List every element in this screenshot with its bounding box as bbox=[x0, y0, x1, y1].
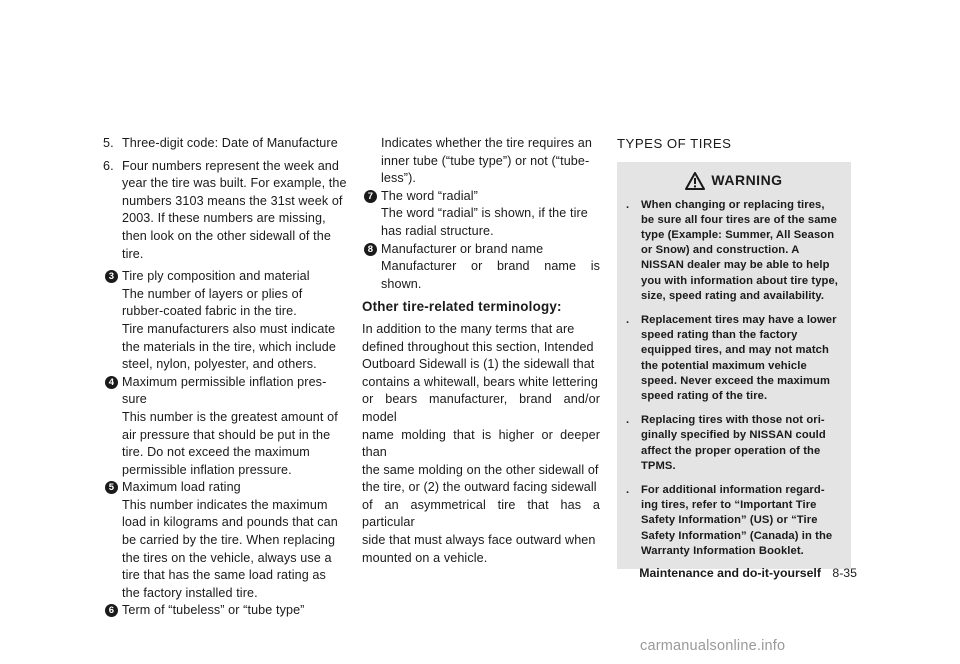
callout-number-icon: 8 bbox=[364, 243, 377, 256]
warning-item bbox=[617, 483, 851, 559]
item-text-line: then look on the other sidewall of the bbox=[122, 228, 331, 243]
warning-line: When changing or replacing tires, bbox=[641, 198, 825, 211]
callout-text-line: air pressure that should be put in the bbox=[122, 427, 331, 442]
column-right bbox=[617, 135, 851, 569]
item-text-line: tire. bbox=[122, 246, 144, 261]
section-title: TYPES OF TIRES bbox=[617, 136, 732, 151]
item-number: 5. bbox=[103, 136, 114, 150]
callout-item-6 bbox=[103, 602, 347, 620]
warning-line: or Snow) and construction. A bbox=[641, 244, 800, 257]
warning-line: Replacing tires with those not ori- bbox=[641, 414, 825, 427]
bullet: . bbox=[626, 198, 630, 211]
callout-item-3 bbox=[103, 268, 347, 374]
callout-text-line: the factory installed tire. bbox=[122, 585, 258, 600]
callout-text-line: tire. Do not exceed the maximum bbox=[122, 445, 310, 460]
callout-6-continuation bbox=[362, 135, 600, 188]
callout-title: Manufacturer or brand name bbox=[381, 241, 544, 256]
warning-line: Warranty Information Booklet. bbox=[641, 544, 804, 557]
paragraph-line: name molding that is higher or deeper than bbox=[362, 427, 600, 460]
footer-section-title: Maintenance and do-it-yourself bbox=[639, 566, 821, 580]
warning-line: you with information about tire type, bbox=[641, 274, 838, 287]
warning-line: be sure all four tires are of the same bbox=[641, 213, 837, 226]
callout-text-line: Manufacturer or brand name is shown. bbox=[381, 259, 600, 291]
callout-title: sure bbox=[122, 392, 147, 407]
callout-text-line: This number indicates the maximum bbox=[122, 497, 328, 512]
warning-header bbox=[617, 172, 851, 190]
callout-number-icon: 5 bbox=[105, 481, 118, 494]
callout-text-line: the materials in the tire, which include bbox=[122, 339, 336, 354]
item-text-line: 2003. If these numbers are missing, bbox=[122, 211, 326, 226]
callout-text-line: steel, nylon, polyester, and others. bbox=[122, 357, 317, 372]
warning-line: TPMS. bbox=[641, 459, 676, 472]
warning-list bbox=[617, 198, 851, 559]
callout-text-line: tire that has the same load rating as bbox=[122, 568, 326, 583]
warning-line: type (Example: Summer, All Season bbox=[641, 229, 835, 241]
list-item-5 bbox=[103, 135, 347, 153]
callout-text-line: Indicates whether the tire requires an bbox=[381, 136, 593, 150]
paragraph-line: defined throughout this section, Intended bbox=[362, 339, 594, 354]
paragraph-line: side that must always face outward when bbox=[362, 533, 596, 548]
warning-triangle-icon bbox=[685, 172, 705, 190]
warning-line: speed rating than the factory bbox=[641, 329, 798, 342]
callout-title: Term of “tubeless” or “tube type” bbox=[122, 603, 305, 618]
callout-title: Tire ply composition and material bbox=[122, 269, 310, 284]
callout-item-5 bbox=[103, 479, 347, 602]
callout-text-line: permissible inflation pressure. bbox=[122, 462, 292, 477]
item-number: 6. bbox=[103, 158, 114, 173]
callout-text-line: Tire manufacturers also must indicate bbox=[122, 321, 336, 336]
callout-item-8 bbox=[362, 241, 600, 294]
callout-number-icon: 4 bbox=[105, 376, 118, 389]
callout-number-icon: 6 bbox=[105, 604, 118, 617]
column-left bbox=[103, 135, 347, 620]
warning-box bbox=[617, 162, 851, 569]
warning-item bbox=[617, 313, 851, 404]
warning-line: speed rating of the tire. bbox=[641, 390, 768, 403]
item-text: Three-digit code: Date of Manufacture bbox=[122, 136, 338, 150]
warning-line: affect the proper operation of the bbox=[641, 444, 821, 457]
warning-line: For additional information regard- bbox=[641, 484, 825, 497]
watermark: carmanualsonline.info bbox=[640, 638, 786, 654]
bullet: . bbox=[626, 414, 630, 427]
paragraph-line: the same molding on the other sidewall of bbox=[362, 462, 599, 477]
warning-label: WARNING bbox=[711, 171, 783, 188]
paragraph-line: contains a whitewall, bears white lettering bbox=[362, 374, 599, 389]
callout-item-4 bbox=[103, 374, 347, 480]
warning-line: size, speed rating and availability. bbox=[641, 289, 825, 302]
paragraph-line: Outboard Sidewall is (1) the sidewall that bbox=[362, 357, 595, 372]
paragraph-line: or bears manufacturer, brand and/or model bbox=[362, 392, 600, 424]
callout-number-icon: 7 bbox=[364, 190, 377, 203]
callout-text-line: be carried by the tire. When replacing bbox=[122, 533, 336, 548]
callout-text-line: less”). bbox=[381, 171, 416, 186]
list-item-6 bbox=[103, 158, 347, 264]
callout-text-line: The word “radial” is shown, if the tire bbox=[381, 206, 588, 221]
callout-text-line: inner tube (“tube type”) or not (“tube- bbox=[381, 153, 590, 168]
warning-line: equipped tires, and may not match bbox=[641, 344, 829, 357]
subsection-heading: Other tire-related terminology: bbox=[362, 299, 562, 315]
callout-text-line: rubber-coated fabric in the tire. bbox=[122, 304, 297, 319]
page-number: 8-35 bbox=[832, 566, 857, 580]
callout-title: The word “radial” bbox=[381, 188, 478, 203]
warning-line: ginally specified by NISSAN could bbox=[641, 429, 826, 442]
warning-line: Replacement tires may have a lower bbox=[641, 314, 837, 327]
item-text-line: Four numbers represent the week and bbox=[122, 158, 340, 173]
paragraph-line: mounted on a vehicle. bbox=[362, 550, 488, 565]
warning-line: ing tires, refer to “Important Tire bbox=[641, 499, 817, 512]
callout-title: Maximum load rating bbox=[122, 480, 241, 495]
callout-text-line: has radial structure. bbox=[381, 223, 494, 238]
callout-text-line: The number of layers or plies of bbox=[122, 286, 303, 301]
paragraph-line: In addition to the many terms that are bbox=[362, 321, 575, 336]
page-footer bbox=[603, 566, 857, 580]
callout-title: Maximum permissible inflation pres- bbox=[122, 374, 327, 389]
callout-text-line: the tires on the vehicle, always use a bbox=[122, 550, 332, 565]
column-middle bbox=[362, 135, 600, 567]
warning-line: NISSAN dealer may be able to help bbox=[641, 259, 830, 272]
warning-item bbox=[617, 413, 851, 474]
callout-text-line: load in kilograms and pounds that can bbox=[122, 515, 338, 530]
bullet: . bbox=[626, 314, 630, 327]
warning-item bbox=[617, 198, 851, 304]
bullet: . bbox=[626, 484, 630, 497]
item-text-line: numbers 3103 means the 31st week of bbox=[122, 193, 343, 208]
callout-number-icon: 3 bbox=[105, 270, 118, 283]
callout-item-7 bbox=[362, 188, 600, 241]
item-text-line: year the tire was built. For example, the bbox=[122, 176, 347, 191]
warning-line: the potential maximum vehicle bbox=[641, 359, 807, 372]
paragraph-line: of an asymmetrical tire that has a particular bbox=[362, 497, 600, 530]
warning-line: Safety Information” (US) or “Tire bbox=[641, 514, 818, 527]
warning-line: Safety Information” (Canada) in the bbox=[641, 529, 833, 542]
callout-text-line: This number is the greatest amount of bbox=[122, 409, 338, 424]
paragraph-line: the tire, or (2) the outward facing sidewall bbox=[362, 480, 597, 495]
terminology-paragraph bbox=[362, 321, 600, 567]
warning-line: speed. Never exceed the maximum bbox=[641, 374, 831, 387]
